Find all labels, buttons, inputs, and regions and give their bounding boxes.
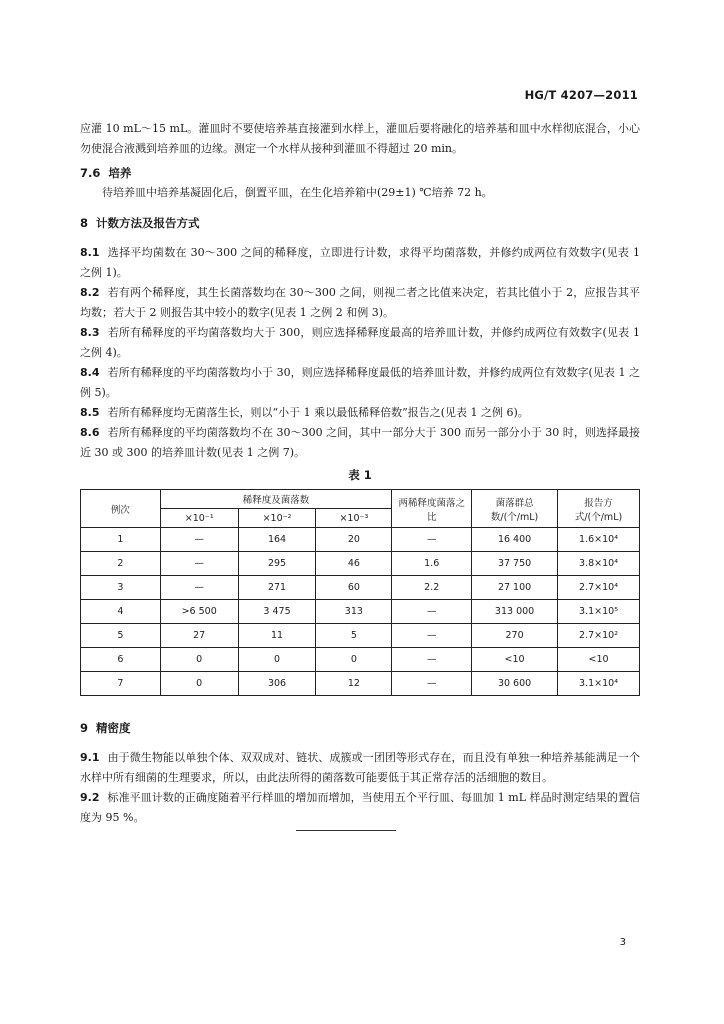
table-row xyxy=(81,576,640,600)
cell-ratio: 2.2 xyxy=(392,576,472,600)
clause-text: 若所有稀释度均无菌落生长，则以“小于 1 乘以最低稀释倍数”报告之(见表 1 之例 6)。 xyxy=(107,406,529,419)
cell-ratio: 1.6 xyxy=(392,552,472,576)
cell-d3: 12 xyxy=(316,672,392,696)
cell-total: <10 xyxy=(472,648,558,672)
cell-case: 7 xyxy=(81,672,161,696)
cell-case: 2 xyxy=(81,552,161,576)
clause-9-1 xyxy=(80,748,640,788)
table-row xyxy=(81,672,640,696)
table-title: 表 1 xyxy=(348,468,372,482)
cell-ratio: — xyxy=(392,648,472,672)
cell-d1: 27 xyxy=(160,624,238,648)
cell-report: 2.7×10² xyxy=(558,624,640,648)
section-number: 7.6 xyxy=(80,166,101,180)
cell-d3: 20 xyxy=(316,528,392,552)
cell-ratio: — xyxy=(392,600,472,624)
cell-d2: 11 xyxy=(238,624,316,648)
header-dilution-1: ×10⁻¹ xyxy=(160,509,238,528)
cell-total: 30 600 xyxy=(472,672,558,696)
cell-total: 27 100 xyxy=(472,576,558,600)
section-7-6-heading xyxy=(80,163,640,183)
clause-number: 8.5 xyxy=(80,406,100,419)
section-number: 8 xyxy=(80,216,89,230)
standard-number: HG/T 4207—2011 xyxy=(524,88,638,102)
cell-total: 16 400 xyxy=(472,528,558,552)
clause-number: 8.6 xyxy=(80,426,100,439)
section-8-heading xyxy=(80,213,640,233)
header-case: 例次 xyxy=(81,490,161,528)
section-title: 精密度 xyxy=(96,721,131,735)
section-title: 培养 xyxy=(108,166,132,180)
cell-ratio: — xyxy=(392,624,472,648)
cell-ratio: — xyxy=(392,672,472,696)
cell-d1: — xyxy=(160,576,238,600)
cell-d3: 313 xyxy=(316,600,392,624)
cell-d1: 0 xyxy=(160,648,238,672)
cell-report: 1.6×10⁴ xyxy=(558,528,640,552)
clause-text: 若所有稀释度的平均菌落数均大于 300，则应选择稀释度最高的培养皿计数，并修约成两位有效数字(见表 1 之例 4)。 xyxy=(80,326,640,359)
clause-text: 若所有稀释度的平均菌落数均不在 30～300 之间，其中一部分大于 300 而另一部分小于 30 时，则选择最接近 30 或 300 的培养皿计数(见表 1 之例 7)。 xyxy=(80,426,640,459)
header-ratio: 两稀释度菌落之比 xyxy=(392,490,472,528)
cell-d3: 0 xyxy=(316,648,392,672)
header-total: 菌落群总数/(个/mL) xyxy=(472,490,558,528)
cell-case: 3 xyxy=(81,576,161,600)
colony-count-table xyxy=(80,489,640,696)
cell-ratio: — xyxy=(392,528,472,552)
cell-report: 3.1×10⁵ xyxy=(558,600,640,624)
clause-8-5 xyxy=(80,403,640,423)
clause-9-2 xyxy=(80,788,640,828)
clause-8-1 xyxy=(80,243,640,283)
clause-text: 选择平均菌数在 30～300 之间的稀释度，立即进行计数，求得平均菌落数，并修约成两位有效数字(见表 1 之例 1)。 xyxy=(80,246,640,279)
table-header-row xyxy=(81,490,640,509)
table-row xyxy=(81,552,640,576)
section-title: 计数方法及报告方式 xyxy=(96,216,200,230)
header-dilution-2: ×10⁻² xyxy=(238,509,316,528)
cell-case: 1 xyxy=(81,528,161,552)
cell-total: 270 xyxy=(472,624,558,648)
cell-case: 5 xyxy=(81,624,161,648)
clause-text: 若有两个稀释度，其生长菌落数均在 30～300 之间，则视二者之比值来决定，若其比值小于 2，应报告其平均数；若大于 2 则报告其中较小的数字(见表 1 之例 2 和例 3)。 xyxy=(80,286,640,319)
cell-d2: 306 xyxy=(238,672,316,696)
page-number: 3 xyxy=(619,937,626,948)
cell-report: 2.7×10⁴ xyxy=(558,576,640,600)
clause-text: 由于微生物能以单独个体、双双成对、链状、成簇或一团团等形式存在，而且没有单独一种培养基能满足一个水样中所有细菌的生理要求，所以，由此法所得的菌落数可能要低于其正常存活的活细胞的数目。 xyxy=(80,751,640,784)
cell-d1: 0 xyxy=(160,672,238,696)
section-9-heading xyxy=(80,718,640,738)
cell-d2: 295 xyxy=(238,552,316,576)
table-row xyxy=(81,648,640,672)
cell-d3: 60 xyxy=(316,576,392,600)
section-7-6-text: 待培养皿中培养基凝固化后，倒置平皿，在生化培养箱中(29±1) ℃培养 72 h。 xyxy=(102,186,493,199)
clause-text: 若所有稀释度的平均菌落数均小于 30，则应选择稀释度最低的培养皿计数，并修约成两位有效数字(见表 1 之例 5)。 xyxy=(80,366,640,399)
clause-number: 8.4 xyxy=(80,366,100,379)
cell-total: 313 000 xyxy=(472,600,558,624)
cell-d3: 5 xyxy=(316,624,392,648)
table-row xyxy=(81,528,640,552)
cell-report: 3.8×10⁴ xyxy=(558,552,640,576)
cell-report: 3.1×10⁴ xyxy=(558,672,640,696)
end-rule xyxy=(296,830,396,831)
table-row xyxy=(81,600,640,624)
cell-d1: — xyxy=(160,552,238,576)
clause-8-6 xyxy=(80,423,640,463)
cell-d1: >6 500 xyxy=(160,600,238,624)
section-number: 9 xyxy=(80,721,89,735)
clause-number: 8.3 xyxy=(80,326,100,339)
table-row xyxy=(81,624,640,648)
cell-d2: 3 475 xyxy=(238,600,316,624)
clause-number: 9.1 xyxy=(80,751,100,764)
clause-text: 标准平皿计数的正确度随着平行样皿的增加而增加，当使用五个平行皿、每皿加 1 mL 样品时测定结果的置信度为 95 %。 xyxy=(80,791,640,824)
cell-report: <10 xyxy=(558,648,640,672)
cell-d2: 271 xyxy=(238,576,316,600)
cell-d1: — xyxy=(160,528,238,552)
intro-paragraph: 应灌 10 mL～15 mL。灌皿时不要使培养基直接灌到水样上，灌皿后要将融化的培养基和皿中水样彻底混合，小心勿使混合液溅到培养皿的边缘。测定一个水样从接种到灌皿不得超过 20 min。 xyxy=(80,122,640,155)
header-dilution-group: 稀释度及菌落数 xyxy=(160,490,392,509)
cell-d2: 164 xyxy=(238,528,316,552)
cell-d2: 0 xyxy=(238,648,316,672)
clause-8-3 xyxy=(80,323,640,363)
clause-number: 8.2 xyxy=(80,286,100,299)
cell-d3: 46 xyxy=(316,552,392,576)
cell-case: 4 xyxy=(81,600,161,624)
header-dilution-3: ×10⁻³ xyxy=(316,509,392,528)
document-body xyxy=(80,119,640,828)
clause-number: 8.1 xyxy=(80,246,100,259)
header-report: 报告方式/(个/mL) xyxy=(558,490,640,528)
cell-case: 6 xyxy=(81,648,161,672)
clause-8-2 xyxy=(80,283,640,323)
clause-8-4 xyxy=(80,363,640,403)
clause-number: 9.2 xyxy=(80,791,100,804)
cell-total: 37 750 xyxy=(472,552,558,576)
